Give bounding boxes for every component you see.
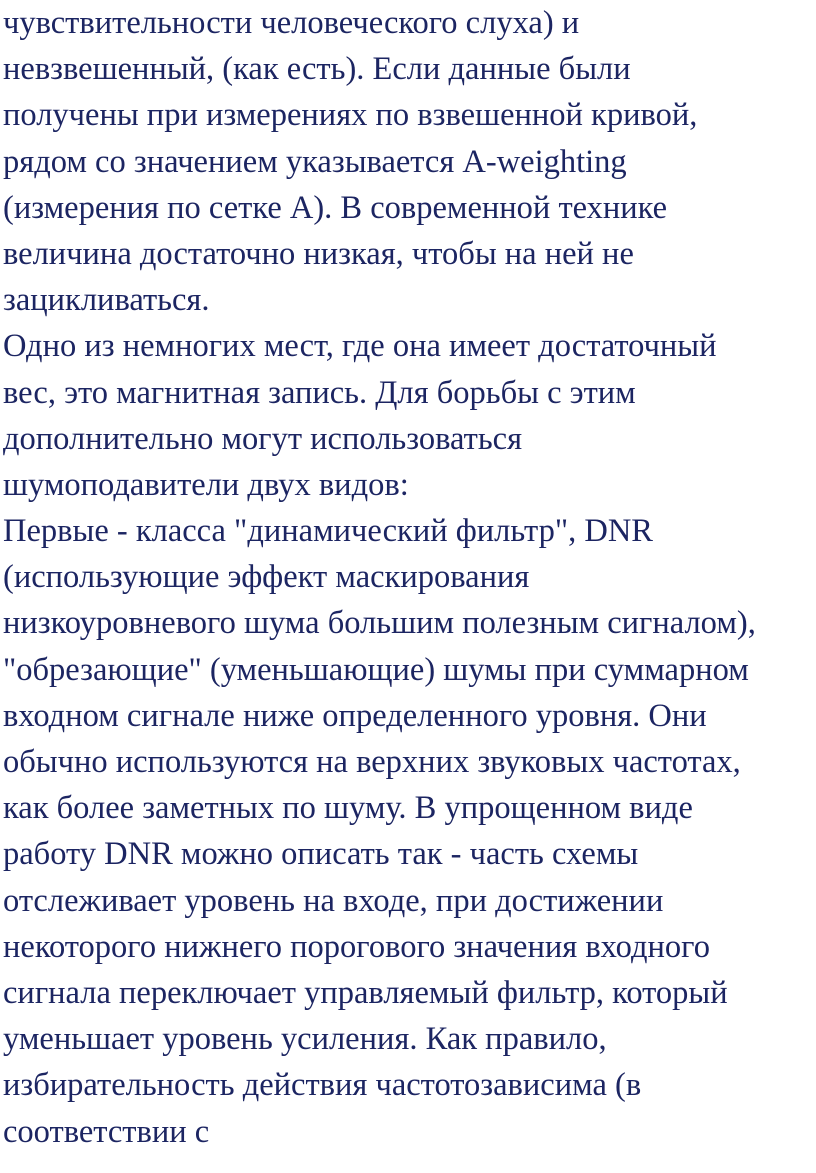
- text-line: шумоподавители двух видов:: [3, 466, 409, 503]
- text-line: "обрезающие" (уменьшающие) шумы при суммарном: [3, 651, 749, 688]
- text-line: некоторого нижнего порогового значения входного: [3, 928, 710, 965]
- text-line: обычно используются на верхних звуковых частотах,: [3, 744, 741, 780]
- text-line: зацикливаться.: [3, 282, 210, 319]
- paragraph-start-line: Первые - класса "динамический фильтр", DNR: [3, 513, 653, 550]
- text-line: рядом со значением указывается A-weighting: [3, 143, 627, 180]
- text-line: уменьшает уровень усиления. Как правило,: [3, 1021, 607, 1058]
- text-line: отслеживает уровень на входе, при достижении: [3, 882, 664, 919]
- paragraph-start-line: Одно из немногих мест, где она имеет достаточный: [3, 328, 717, 365]
- text-line: невзвешенный, (как есть). Если данные были: [3, 51, 631, 88]
- text-line: избирательность действия частотозависима (в: [3, 1067, 642, 1104]
- text-line: (использующие эффект маскирования: [3, 559, 530, 596]
- text-line: дополнительно могут использоваться: [3, 420, 523, 457]
- text-line: низкоуровневого шума большим полезным сигналом),: [3, 605, 756, 642]
- text-line: сигнала переключает управляемый фильтр, который: [3, 974, 728, 1011]
- text-line: величина достаточно низкая, чтобы на ней не: [3, 235, 634, 272]
- text-line: как более заметных по шуму. В упрощенном виде: [3, 790, 693, 827]
- text-line: (измерения по сетке А). В современной технике: [3, 189, 668, 226]
- text-line: получены при измерениях по взвешенной кривой,: [3, 97, 698, 134]
- text-line: работу DNR можно описать так - часть схемы: [3, 836, 639, 873]
- text-line: соответствии с: [3, 1113, 210, 1150]
- text-line: входном сигнале ниже определенного уровня. Они: [3, 697, 707, 734]
- text-line: чувствительности человеческого слуха) и: [3, 5, 580, 41]
- text-line: вес, это магнитная запись. Для борьбы с этим: [3, 374, 636, 411]
- document-page: [3, 0, 815, 1155]
